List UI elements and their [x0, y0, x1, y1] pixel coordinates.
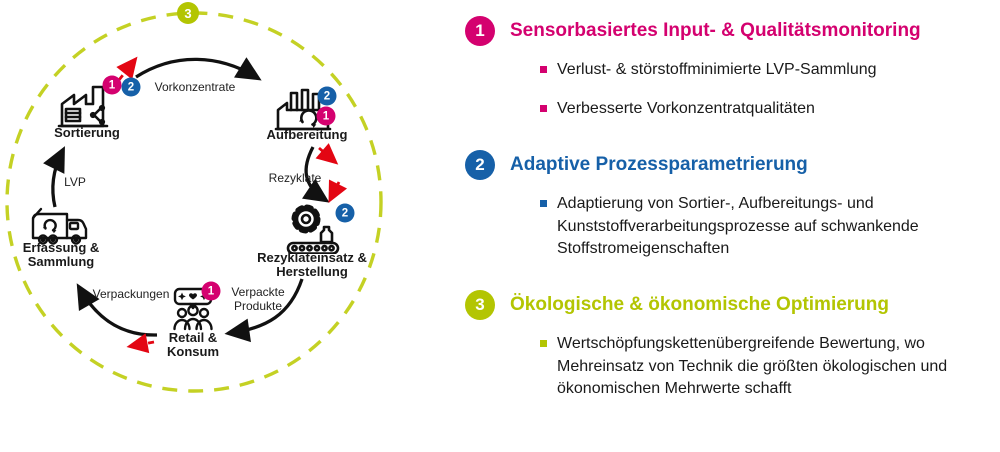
- legend-title-3: Ökologische & ökonomische Optimierung: [510, 294, 889, 315]
- legend-bullet: [540, 333, 990, 401]
- arrow-sortierung-to-aufbereitung: [136, 59, 256, 77]
- legend-bullet: [540, 59, 990, 82]
- legend-title-2: Adaptive Prozessparametrierung: [510, 154, 808, 175]
- legend-badge-2: 2: [465, 150, 495, 180]
- cycle-badge-3: 3: [177, 2, 199, 24]
- node-label-erfassung-2: Sammlung: [27, 254, 95, 269]
- flow-label-verpackte-produkte: Verpackte Produkte: [231, 285, 285, 313]
- node-label-retail-1: Retail &: [168, 330, 218, 345]
- cycle-diagram: [0, 0, 460, 452]
- node-label-sortierung: Sortierung: [54, 125, 120, 140]
- flow-label-rezyklate: Rezyklate: [268, 171, 322, 185]
- bullet-text: Wertschöpfungskettenübergreifende Bewertung, wo Mehreinsatz von Technik die größten ökologischen und ökonomischen Mehrwerte schafft: [557, 335, 948, 397]
- badge-retail-1: 1: [202, 282, 221, 301]
- legend-bullet: [540, 98, 990, 121]
- legend-badge-3: 3: [465, 290, 495, 320]
- flow-label-lvp: LVP: [64, 175, 86, 189]
- bullet-square-icon: [540, 105, 547, 112]
- red-loss-arrow-retail: [132, 342, 154, 346]
- legend-badge-1: 1: [465, 16, 495, 46]
- node-label-rezyklateinsatz-2: Herstellung: [276, 264, 348, 279]
- node-label-rezyklateinsatz-1: Rezyklateinsatz &: [257, 250, 367, 265]
- badge-aufbereitung-2: 2: [318, 87, 337, 106]
- garbage-truck-icon: [28, 205, 98, 245]
- badge-rezyklateinsatz-2: 2: [336, 204, 355, 223]
- gear-conveyor-icon: [283, 202, 343, 254]
- legend-bullet: [540, 193, 990, 261]
- bullet-square-icon: [540, 66, 547, 73]
- node-label-erfassung-1: Erfassung &: [22, 240, 100, 255]
- flow-label-vorkonzentrate: Vorkonzentrate: [154, 80, 236, 94]
- badge-aufbereitung-1: 1: [317, 107, 336, 126]
- red-loss-arrow-rezyklate-lower: [331, 182, 339, 198]
- node-label-retail-2: Konsum: [167, 344, 219, 359]
- flow-label-verpackungen: Verpackungen: [92, 287, 170, 301]
- bullet-square-icon: [540, 200, 547, 207]
- bullet-text: Adaptierung von Sortier-, Aufbereitungs- und Kunststoffverarbeitungsprozesse auf schwankende Stoffstromeigenschaften: [557, 195, 919, 257]
- red-loss-arrow-rezyklate-upper: [319, 148, 334, 161]
- badge-sortierung-1: 1: [103, 76, 122, 95]
- legend-section-2: [465, 150, 990, 277]
- badge-sortierung-2: 2: [122, 78, 141, 97]
- arrow-erfassung-to-sortierung: [53, 152, 62, 207]
- legend-section-3: [465, 290, 990, 417]
- legend-section-1: [465, 16, 990, 136]
- bullet-text: Verlust- & störstoffminimierte LVP-Sammlung: [557, 61, 877, 78]
- bullet-square-icon: [540, 340, 547, 347]
- bullet-text: Verbesserte Vorkonzentratqualitäten: [557, 99, 815, 117]
- legend-title-1: Sensorbasiertes Input- & Qualitätsmonitoring: [510, 20, 921, 41]
- legend-panel: [465, 0, 990, 452]
- node-label-aufbereitung: Aufbereitung: [266, 127, 348, 142]
